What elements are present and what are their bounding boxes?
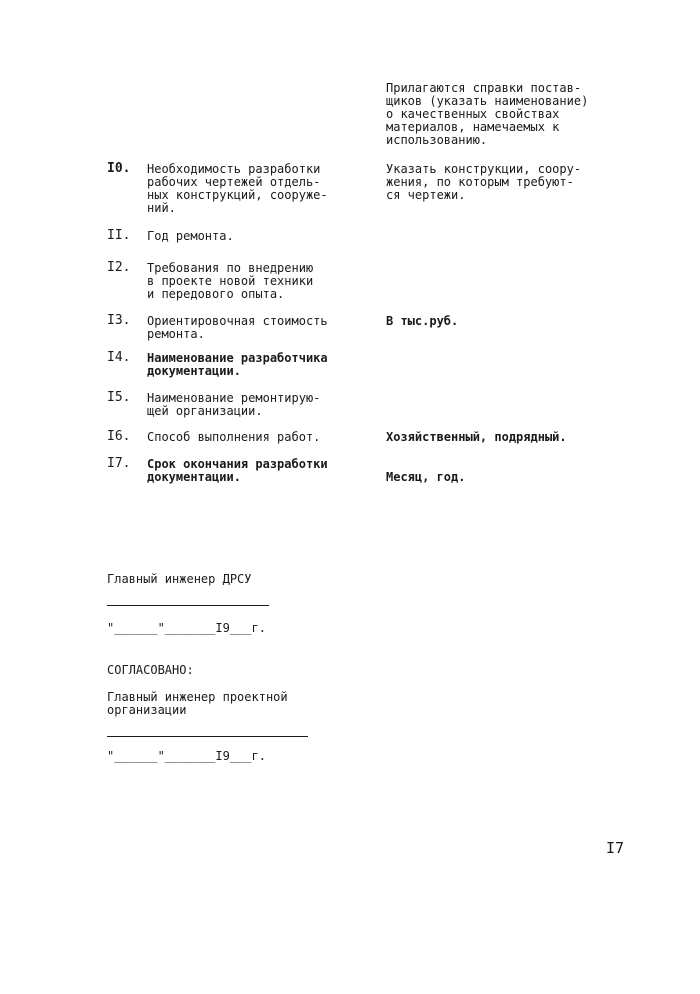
item-number: I0. [107,161,131,176]
item-number: I4. [107,350,131,365]
signature-line [107,605,269,606]
item-number: II. [107,228,131,243]
item-number: I5. [107,390,131,405]
approval-title: Главный инженер проектной организации [107,690,288,717]
approval-date: "______"_______I9___г. [107,749,266,763]
chief-engineer-title: Главный инженер ДРСУ [107,572,252,586]
signature-date: "______"_______I9___г. [107,621,266,635]
item-number: I3. [107,313,131,328]
item-text: Наименование разработчика документации. [147,351,328,378]
item-text: Год ремонта. [147,229,234,243]
item-text: Способ выполнения работ. [147,430,321,444]
item-text: Ориентировочная стоимость ремонта. [147,314,328,341]
signature-line [107,736,308,737]
item-text: Срок окончания разработки документации. [147,457,328,484]
approval-heading: СОГЛАСОВАНО: [107,663,194,677]
item-number: I7. [107,456,131,471]
page-number: I7 [606,839,625,857]
item-number: I2. [107,260,131,275]
item-text: Требования по внедрению в проекте новой техники и передового опыта. [147,261,314,301]
item-note: Месяц, год. [386,470,466,484]
supplier-note: Прилагаются справки постав- щиков (указать наименование) о качественных свойствах материалов, намечаемых к использованию. [386,81,589,147]
item-number: I6. [107,429,131,444]
item-note: Хозяйственный, подрядный. [386,430,567,444]
item-text: Необходимость разработки рабочих чертежей отдель- ных конструкций, сооруже- ний. [147,162,328,215]
item-text: Наименование ремонтирую- щей организации. [147,391,321,418]
item-note: Указать конструкции, соору- жения, по которым требуют- ся чертежи. [386,162,582,202]
item-note: В тыс.руб. [386,314,459,328]
